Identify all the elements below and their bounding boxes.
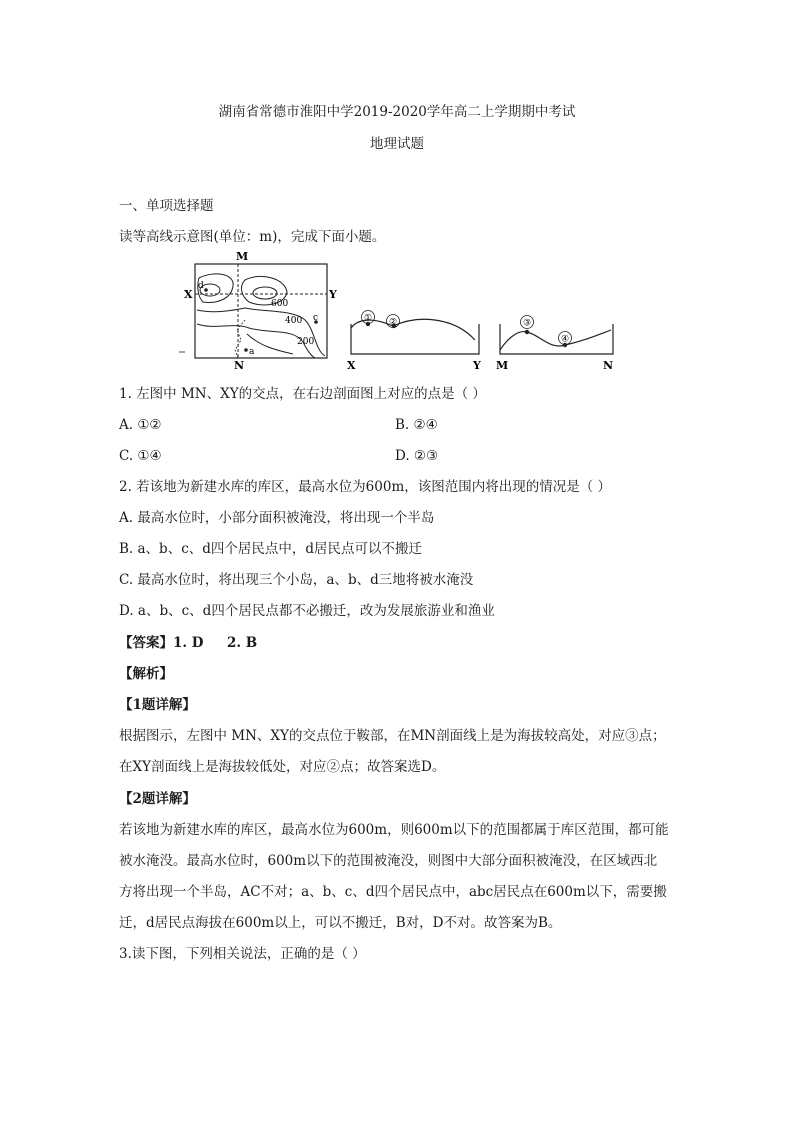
document-subtitle: 地理试题: [370, 136, 424, 152]
profile-xy-right-label: Y: [473, 359, 481, 372]
detail-2-line-3: 方将出现一个半岛，AC不对；a、b、c、d四个居民点中，abc居民点在600m以下，需要搬: [119, 884, 667, 900]
contour-map: [179, 250, 337, 372]
point-label-m: M: [236, 250, 249, 263]
contour-label-400: 400: [285, 316, 303, 326]
profile-xy: [347, 311, 481, 373]
point-label-a: a: [249, 347, 255, 357]
section-heading: 一、单项选择题: [119, 198, 214, 214]
contour-figure: [175, 250, 620, 375]
detail-1-line-2: 在XY剖面线上是海拔较低处，对应②点；故答案选D。: [119, 759, 446, 775]
profile-point-4: ④: [560, 334, 570, 345]
profile-point-3: ③: [522, 318, 532, 329]
point-label-y: Y: [329, 288, 337, 301]
profile-point-1: ①: [363, 313, 373, 324]
detail-2-line-1: 若该地为新建水库的库区，最高水位为600m，则600m以下的范围都属于库区范围，都可能: [119, 822, 669, 838]
document-title: 湖南省常德市淮阳中学2019-2020学年高二上学期期中考试: [218, 104, 576, 120]
question-1-option-d: D. ②③: [395, 448, 439, 464]
profile-mn-left-label: M: [496, 359, 509, 372]
profile-point-2: ②: [388, 317, 398, 328]
detail-2-line-2: 被水淹没。最高水位时，600m以下的范围被淹没，则图中大部分面积被淹没，在区域西北: [119, 853, 658, 869]
question-intro: 读等高线示意图(单位：m)，完成下面小题。: [119, 229, 386, 245]
question-2-option-d: D. a、b、c、d四个居民点都不必搬迁，改为发展旅游业和渔业: [119, 603, 495, 619]
question-2-option-c: C. 最高水位时，将出现三个小岛，a、b、d三地将被水淹没: [119, 572, 474, 588]
question-3-stem: 3.读下图，下列相关说法，正确的是（ ）: [119, 946, 366, 962]
point-label-x: X: [184, 288, 193, 301]
detail-1-label: 【1题详解】: [119, 697, 196, 713]
point-label-d: d: [198, 281, 204, 291]
detail-1-line-1: 根据图示，左图中 MN、XY的交点位于鞍部，在MN剖面线上是为海拔较高处，对应③点；: [119, 728, 666, 744]
contour-label-200: 200: [297, 337, 315, 347]
detail-2-line-4: 迁，d居民点海拔在600m以上，可以不搬迁，B对，D不对。故答案为B。: [119, 915, 562, 931]
detail-2-label: 【2题详解】: [119, 791, 196, 807]
question-1-option-c: C. ①④: [119, 448, 162, 464]
question-1-stem: 1. 左图中 MN、XY的交点，在右边剖面图上对应的点是（ ）: [119, 386, 486, 402]
profile-mn: [496, 316, 613, 373]
point-label-c: c: [313, 313, 319, 323]
contour-label-600: 600: [271, 299, 289, 309]
profile-mn-right-label: N: [603, 359, 614, 372]
answer-line: 【答案】1. D 2. B: [119, 635, 258, 651]
analysis-label: 【解析】: [119, 666, 173, 682]
question-2-option-a: A. 最高水位时，小部分面积被淹没，将出现一个半岛: [119, 510, 435, 526]
profile-xy-left-label: X: [347, 359, 356, 372]
question-1-option-b: B. ②④: [395, 417, 438, 433]
question-2-option-b: B. a、b、c、d四个居民点中，d居民点可以不搬迁: [119, 541, 423, 557]
point-label-n: N: [234, 359, 245, 372]
question-2-stem: 2. 若该地为新建水库的库区，最高水位为600m，该图范围内将出现的情况是（ ）: [119, 479, 612, 495]
question-1-option-a: A. ①②: [119, 417, 162, 433]
